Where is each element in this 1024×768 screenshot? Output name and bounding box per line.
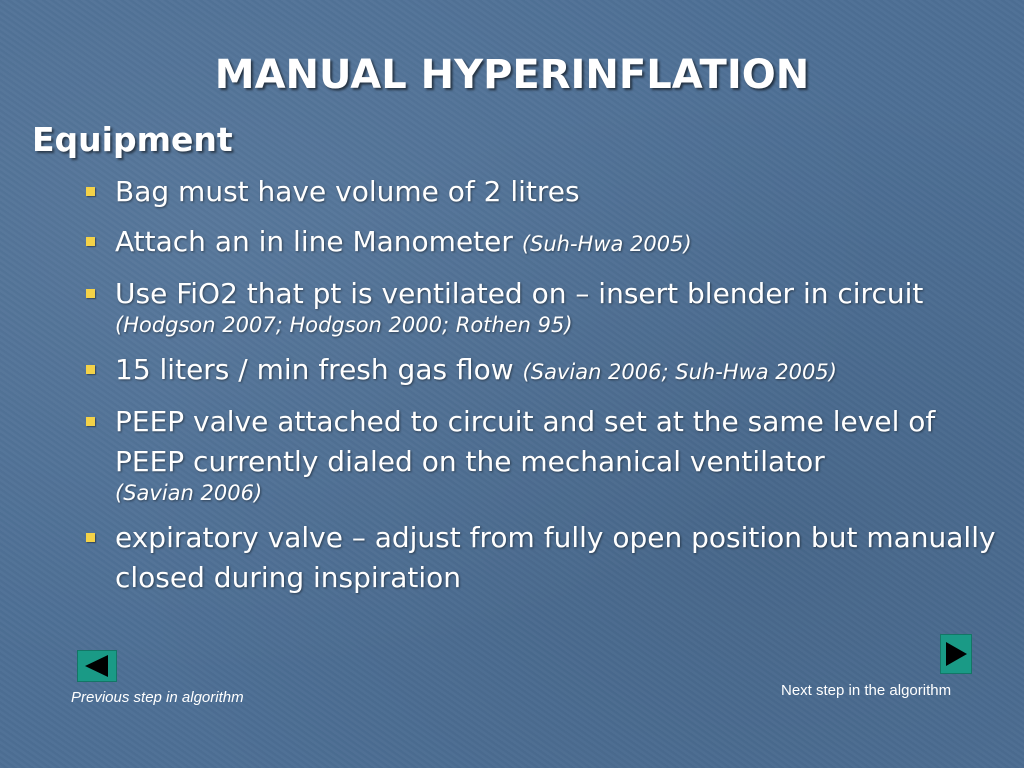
citation: (Savian 2006) xyxy=(115,481,263,505)
bullet-text: expiratory valve – adjust from fully open position but manually closed during inspiration xyxy=(115,521,996,594)
previous-step-link[interactable]: Previous step in algorithm xyxy=(71,689,244,706)
bullet-text: Attach an in line Manometer xyxy=(115,225,513,258)
square-bullet-icon xyxy=(86,533,95,542)
bullet-text: Use FiO2 that pt is ventilated on – insert blender in circuit xyxy=(115,277,924,310)
square-bullet-icon xyxy=(86,187,95,196)
triangle-left-icon xyxy=(78,651,116,681)
bullet-list xyxy=(84,172,1004,608)
bullet-item xyxy=(84,350,1004,392)
square-bullet-icon xyxy=(86,237,95,246)
square-bullet-icon xyxy=(86,365,95,374)
next-step-link[interactable]: Next step in the algorithm xyxy=(781,682,952,699)
bullet-item xyxy=(84,518,1004,598)
square-bullet-icon xyxy=(86,417,95,426)
next-step-button[interactable] xyxy=(940,634,972,674)
citation: (Hodgson 2007; Hodgson 2000; Rothen 95) xyxy=(115,313,573,337)
bullet-text: 15 liters / min fresh gas flow xyxy=(115,353,514,386)
citation: (Suh-Hwa 2005) xyxy=(521,232,692,256)
citation: (Savian 2006; Suh-Hwa 2005) xyxy=(522,360,837,384)
bullet-text: Bag must have volume of 2 litres xyxy=(115,175,580,208)
section-heading: Equipment xyxy=(32,120,233,159)
slide-title: MANUAL HYPERINFLATION xyxy=(214,52,810,98)
square-bullet-icon xyxy=(86,289,95,298)
bullet-item xyxy=(84,222,1004,264)
bullet-item xyxy=(84,172,1004,212)
triangle-right-icon xyxy=(941,635,971,673)
previous-step-button[interactable] xyxy=(77,650,117,682)
bullet-item xyxy=(84,274,1004,340)
bullet-text: PEEP valve attached to circuit and set at the same level of PEEP currently dialed on the mechanical ventilator xyxy=(115,405,936,478)
bullet-item xyxy=(84,402,1004,508)
